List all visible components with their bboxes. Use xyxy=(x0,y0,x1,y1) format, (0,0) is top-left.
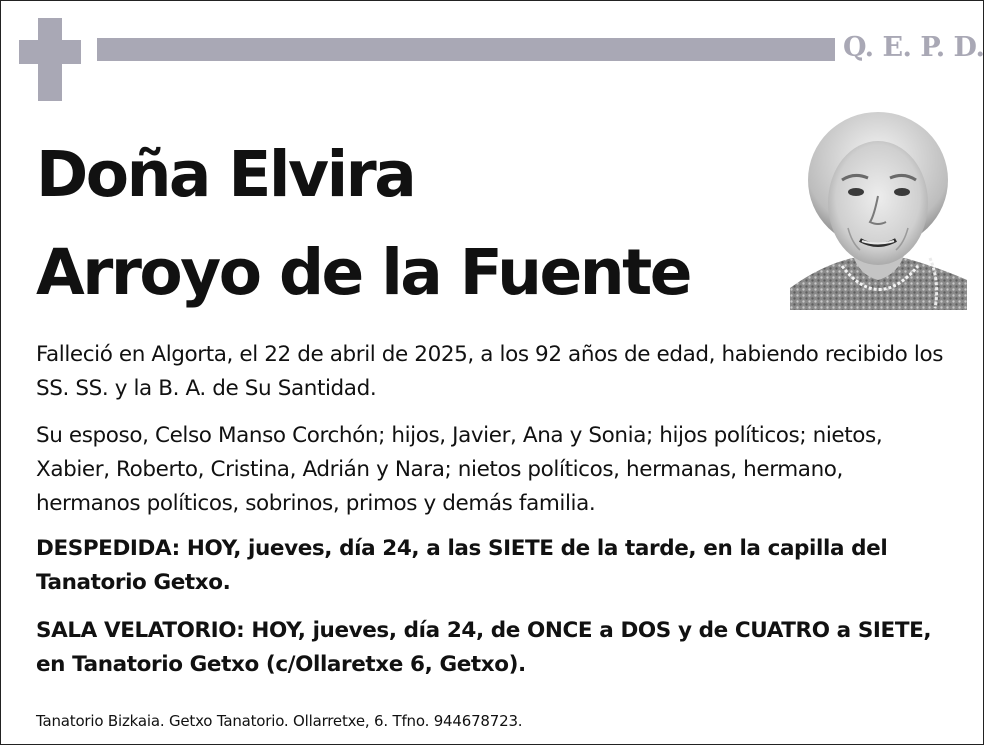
sala-velatorio-notice: SALA VELATORIO: HOY, jueves, día 24, de ONCE a DOS y de CUATRO a SIETE, en Tanatorio Getxo (c/Ollaretxe 6, Getxo). xyxy=(36,618,932,677)
funeral-home-footer: Tanatorio Bizkaia. Getxo Tanatorio. Ollarretxe, 6. Tfno. 944678723. xyxy=(36,712,523,730)
deceased-name-line2: Arroyo de la Fuente xyxy=(36,236,690,309)
death-announcement: Falleció en Algorta, el 22 de abril de 2025, a los 92 años de edad, habiendo recibido los SS. SS. y la B. A. de Su Santidad. xyxy=(36,342,943,401)
header-bar xyxy=(97,38,835,61)
family-list: Su esposo, Celso Manso Corchón; hijos, Javier, Ana y Sonia; hijos políticos; nietos, Xabier, Roberto, Cristina, Adrián y Nara; nietos políticos, hermanas, hermano, hermanos políticos, sobrinos, primos y demás familia. xyxy=(36,423,883,516)
deceased-portrait xyxy=(790,108,967,310)
qepd-label: Q. E. P. D. xyxy=(843,32,984,63)
despedida-notice: DESPEDIDA: HOY, jueves, día 24, a las SIETE de la tarde, en la capilla del Tanatorio Getxo. xyxy=(36,536,888,595)
cross-icon xyxy=(19,18,81,101)
deceased-name-line1: Doña Elvira xyxy=(36,138,415,211)
